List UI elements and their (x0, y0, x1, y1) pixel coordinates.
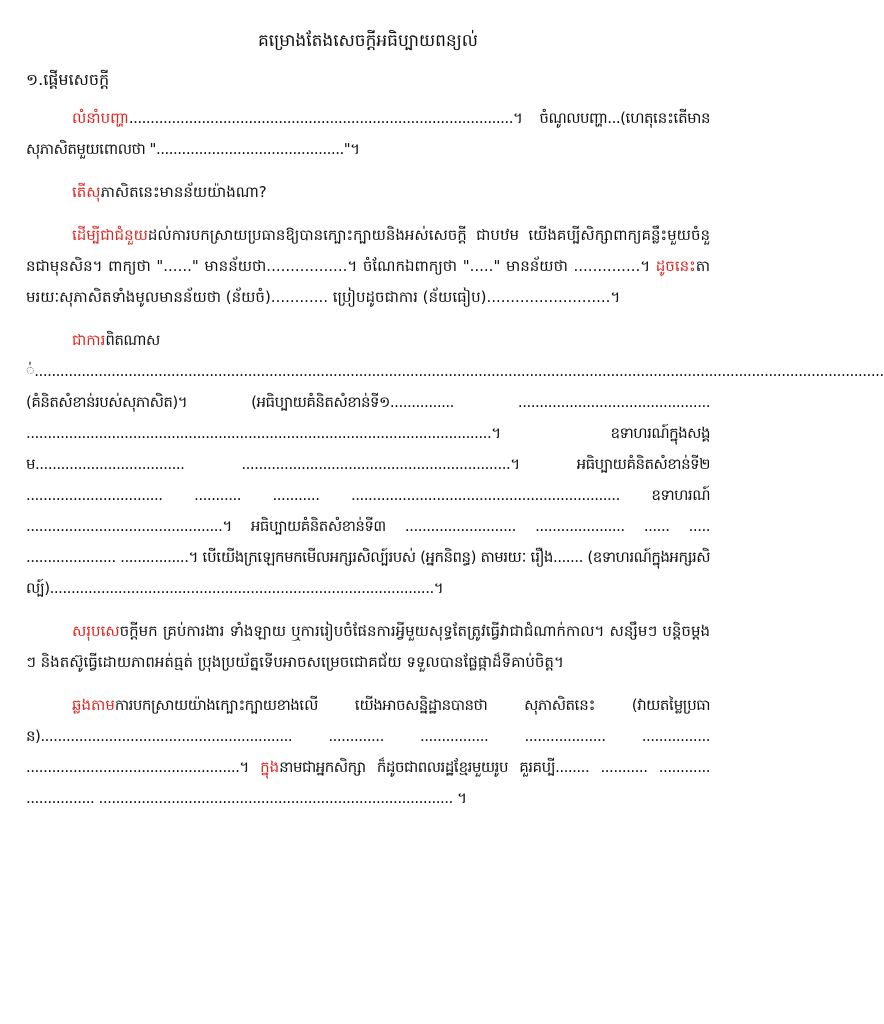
lead-word: ដូចនេះ (655, 257, 696, 275)
paragraph-text: ការបកស្រាយយ៉ាងក្បោះក្បាយខាងលើ យើងអាចសន្និដ្ឋានបានថា សុភាសិតនេះ (វាយតម្លៃប្រធាន)........................................................... ............. ................ ................... ................ ..................................................។ (26, 696, 715, 776)
lead-word: ដើម្បីជាជំនួយ (72, 226, 148, 244)
lead-word: ក្នុង (260, 758, 280, 776)
paragraph-text: នាមជាអ្នកសិក្សា ក៏ដូចជាពលរដ្ឋខ្មែរមួយរូប គួរគប្បី........ ........... ............ ................ ................................................................................... ។ (26, 758, 715, 807)
lead-word: សរុបសេ (72, 622, 120, 640)
paragraph-conclusion (26, 690, 715, 814)
lead-word: ឆ្លងតាម (72, 696, 115, 714)
paragraph-keywords (26, 220, 710, 313)
lead-word: ជាការ (72, 331, 106, 349)
lead-word: តើសុ (72, 183, 101, 201)
paragraph-text: ពិតណាស់.......................................................................................................................................................................................................(គំនិតសំខាន់របស់សុភាសិត)។ (អធិប្បាយគំនិតសំខាន់ទី១............... ............................................. .............................................................................................................។ ឧទាហរណ៍ក្នុងសង្គម................................... ...............................................................។ អធិប្បាយគំនិតសំខាន់ទី២ ................................ ........... ........... ............................................................... ឧទាហរណ៍ ..............................................។ អធិប្បាយគំនិតសំខាន់ទី៣ .......................... ..................... ...... ..... ..................... ................។ បើយើងក្រឡេកមកមើលអក្សរសិល្ប៍របស់ (អ្នកនិពន្ធ) តាមរយៈ រឿង....... (ឧទាហរណ៍ក្នុងអក្សរសិល្ប៍)..........................................................................................។ (26, 331, 884, 597)
section-heading: ១.ផ្តើមសេចក្តី (26, 70, 110, 89)
paragraph-text: ដល់ការបកស្រាយប្រធានឱ្យបានក្បោះក្បាយនិងអស់សេចក្តី ជាបឋម យើងគប្បីសិក្សាពាក្យគន្លឹះមួយចំនួនជាមុនសិន។ ពាក្យថា "......" មានន័យថា.................។ ចំណែកឯពាក្យថា "....." មានន័យថា ..............។ (26, 226, 710, 275)
paragraph-explanation (26, 325, 884, 604)
document-title: គម្រោងតែងសេចក្តីអធិប្បាយពន្យល់ (258, 31, 478, 51)
paragraph-problem-lead (26, 103, 710, 165)
paragraph-text: ភាសិតនេះមានន័យយ៉ាងណា? (100, 183, 267, 201)
lead-word: លំនាំបញ្ហា (72, 109, 129, 127)
paragraph-text: តាមរយៈសុភាសិតទាំងមូលមានន័យថា (ន័យចំ)............ ប្រៀបដូចជាការ (ន័យធៀប)..........................។ (26, 257, 710, 306)
paragraph-question (26, 177, 710, 208)
paragraph-text: ចក្តីមក គ្រប់ការងារ ទាំងឡាយ ឬការរៀបចំផែនការអ្វីមួយសុទ្ធតែត្រូវធ្វើវាជាជំណាក់កាល។ សន្សឹមៗ បន្តិចម្តងៗ និងតស៊ូធ្វើដោយភាពអត់ធ្មត់ ប្រុងប្រយ័ត្នទើបអាចសម្រេចជោគជ័យ ទទួលបានផ្លែផ្កាដ៏ទីគាប់ចិត្ត។ (26, 622, 710, 671)
paragraph-summary (26, 616, 710, 678)
paragraph-text: ..........................................................................................។ ចំណូលបញ្ហា...(ហេតុនេះតើមានសុភាសិតមួយពោលថា "............................................"។ (26, 109, 710, 158)
